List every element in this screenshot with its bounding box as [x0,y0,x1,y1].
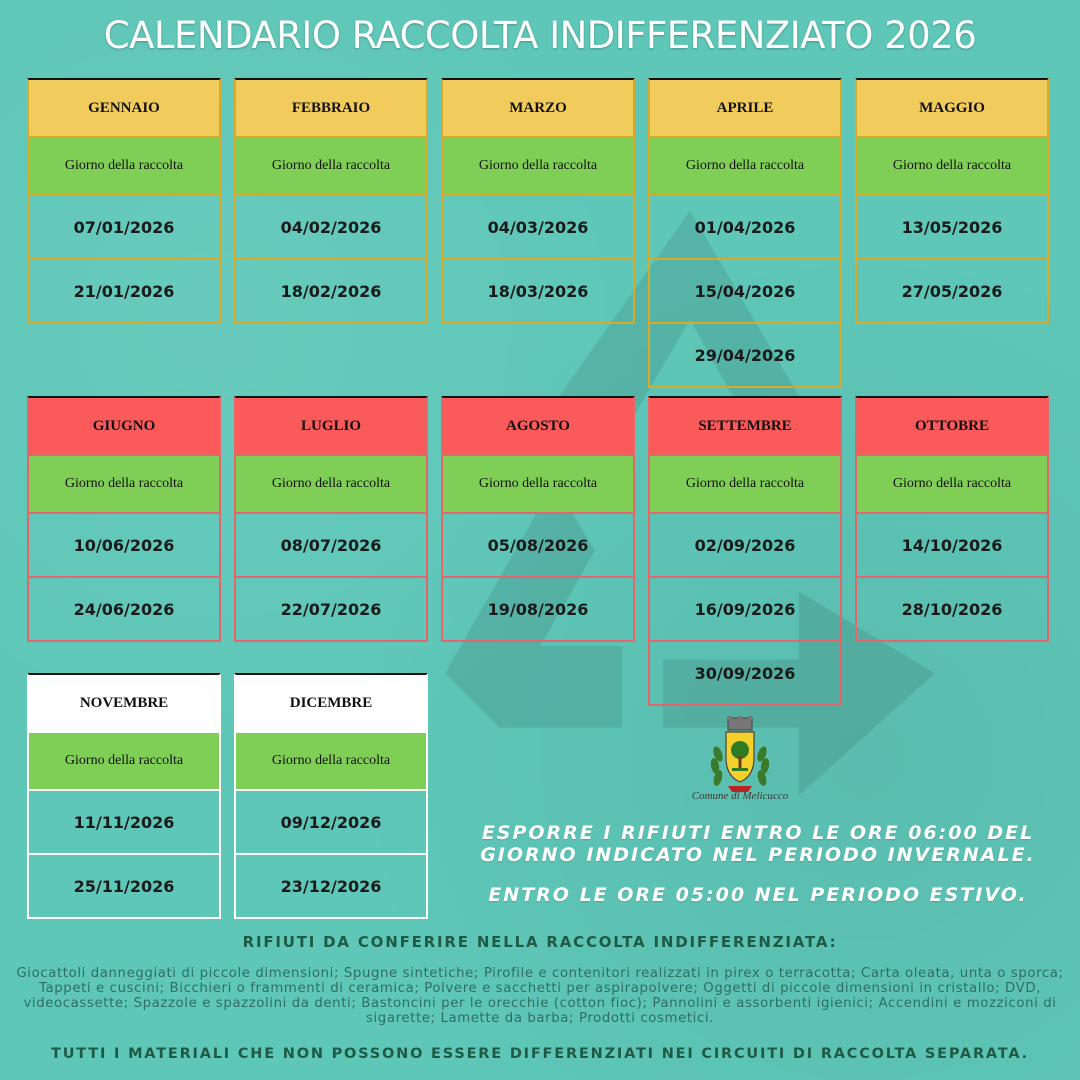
collection-date: 08/07/2026 [234,514,428,578]
month-name: LUGLIO [234,396,428,456]
collection-date: 30/09/2026 [648,642,842,706]
month-name: APRILE [648,78,842,138]
collection-day-label: Giorno della raccolta [234,456,428,514]
month-card [441,396,635,642]
collection-date: 04/03/2026 [441,196,635,260]
month-card [648,396,842,706]
summer-exposure-note: ENTRO LE ORE 05:00 NEL PERIODO ESTIVO. [488,884,1028,906]
collection-date: 07/01/2026 [27,196,221,260]
month-card [855,78,1049,324]
collection-day-label: Giorno della raccolta [27,138,221,196]
collection-day-label: Giorno della raccolta [441,456,635,514]
winter-exposure-note: ESPORRE I RIFIUTI ENTRO LE ORE 06:00 DEL GIORNO INDICATO NEL PERIODO INVERNALE. [480,822,1036,866]
month-name: AGOSTO [441,396,635,456]
collection-date: 28/10/2026 [855,578,1049,642]
collection-date: 09/12/2026 [234,791,428,855]
waste-list-body: Giocattoli danneggiati di piccole dimensioni; Spugne sintetiche; Pirofile e contenitori realizzati in pirex o terracotta; Carta oleata, unta o sporca; Tappeti e cuscini; Bicchieri o frammenti di ceramica; Polvere e sacchetti per aspirapolvere; Oggetti di piccole dimensioni in cristallo; DVD, videocassette; Spazzole e spazzolini da denti; Bastoncini per le orecchie (cotton fioc); Pannolini e assorbenti igienici; Accendini e mozziconi di sigarette; Lamette da barba; Prodotti cosmetici. [16,966,1064,1026]
month-card [648,78,842,388]
month-name: MAGGIO [855,78,1049,138]
page-title: CALENDARIO RACCOLTA INDIFFERENZIATO 2026 [103,14,977,57]
collection-day-label: Giorno della raccolta [27,456,221,514]
collection-date: 02/09/2026 [648,514,842,578]
collection-day-label: Giorno della raccolta [855,138,1049,196]
collection-date: 23/12/2026 [234,855,428,919]
collection-day-label: Giorno della raccolta [27,733,221,791]
month-name: OTTOBRE [855,396,1049,456]
collection-date: 18/02/2026 [234,260,428,324]
month-card [855,396,1049,642]
month-card [27,396,221,642]
municipality-name: Comune di Melicucco [691,790,789,802]
collection-day-label: Giorno della raccolta [234,733,428,791]
month-card [441,78,635,324]
collection-date: 24/06/2026 [27,578,221,642]
month-name: GENNAIO [27,78,221,138]
waste-footer-note: TUTTI I MATERIALI CHE NON POSSONO ESSERE DIFFERENZIATI NEI CIRCUITI DI RACCOLTA SEPARATA. [51,1046,1029,1062]
collection-day-label: Giorno della raccolta [234,138,428,196]
collection-date: 15/04/2026 [648,260,842,324]
month-card [234,396,428,642]
month-card [234,673,428,919]
month-name: NOVEMBRE [27,673,221,733]
collection-date: 29/04/2026 [648,324,842,388]
month-name: DICEMBRE [234,673,428,733]
collection-date: 22/07/2026 [234,578,428,642]
collection-day-label: Giorno della raccolta [648,138,842,196]
month-name: FEBBRAIO [234,78,428,138]
collection-date: 27/05/2026 [855,260,1049,324]
waste-list-title: RIFIUTI DA CONFERIRE NELLA RACCOLTA INDIFFERENZIATA: [242,933,838,951]
month-card [234,78,428,324]
collection-date: 04/02/2026 [234,196,428,260]
month-card [27,78,221,324]
collection-day-label: Giorno della raccolta [441,138,635,196]
collection-date: 14/10/2026 [855,514,1049,578]
collection-date: 05/08/2026 [441,514,635,578]
collection-date: 01/04/2026 [648,196,842,260]
collection-date: 25/11/2026 [27,855,221,919]
month-name: SETTEMBRE [648,396,842,456]
collection-day-label: Giorno della raccolta [648,456,842,514]
collection-date: 13/05/2026 [855,196,1049,260]
collection-date: 10/06/2026 [27,514,221,578]
collection-date: 16/09/2026 [648,578,842,642]
month-name: MARZO [441,78,635,138]
month-name: GIUGNO [27,396,221,456]
collection-date: 19/08/2026 [441,578,635,642]
collection-day-label: Giorno della raccolta [855,456,1049,514]
month-card [27,673,221,919]
collection-date: 18/03/2026 [441,260,635,324]
collection-date: 11/11/2026 [27,791,221,855]
collection-date: 21/01/2026 [27,260,221,324]
